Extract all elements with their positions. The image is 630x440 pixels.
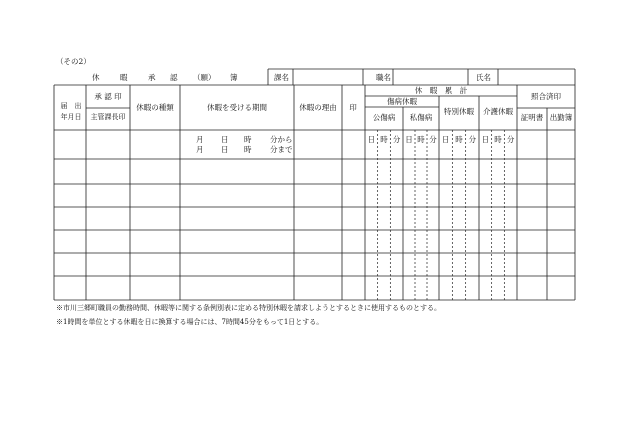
- title-char-6: 簿: [230, 73, 238, 82]
- col-approval-seal: 承 認 印: [94, 92, 122, 101]
- col-private-injury: 私傷病: [409, 113, 433, 122]
- public-unit-label: 時: [380, 135, 388, 144]
- col-seal: 印: [349, 103, 357, 112]
- col-supervisor-seal: 主管課長印: [90, 113, 126, 121]
- care-unit-label: 時: [494, 135, 502, 144]
- col-filing-date: 届 出 年月日: [60, 102, 82, 121]
- title-char-1: 休: [92, 73, 100, 82]
- private-unit-label: 日: [405, 135, 413, 144]
- col-leave-type: 休暇の種類: [136, 103, 174, 112]
- col-sick-leave: 傷病休暇: [387, 97, 417, 106]
- care-unit-label: 日: [481, 135, 490, 144]
- col-leave-period: 休暇を受ける期間: [207, 103, 267, 112]
- dept-label: 課名: [274, 73, 289, 82]
- period-minute-to: 分まで: [270, 145, 293, 154]
- title-char-5: （願）: [193, 73, 216, 82]
- col-leave-total: 休 暇 累 計: [414, 86, 468, 95]
- period-day-to: 日: [221, 145, 229, 154]
- special-unit-label: 日: [441, 135, 450, 144]
- col-certificate: 証明書: [520, 113, 544, 122]
- period-day-from: 日: [221, 135, 229, 144]
- special-unit-label: 時: [455, 135, 463, 144]
- period-hour-from: 時: [244, 135, 252, 144]
- position-label: 職名: [376, 73, 391, 82]
- note-1: ※市川三郷町職員の勤務時間、休暇等に関する条例別表に定める特別休暇を請求しようとするときに使用するものとする。: [56, 304, 441, 312]
- col-care-leave: 介護休暇: [483, 107, 513, 116]
- col-public-injury: 公傷病: [372, 113, 396, 122]
- name-label: 氏名: [476, 73, 491, 82]
- period-month-from: 月: [196, 135, 204, 144]
- private-unit-label: 時: [417, 135, 425, 144]
- period-month-to: 月: [196, 145, 204, 154]
- col-leave-reason: 休暇の理由: [299, 103, 337, 112]
- title-char-4: 認: [170, 73, 178, 82]
- note-2: ※1時間を単位とする休暇を日に換算する場合には、7時間45分をもって1日とする。: [56, 318, 324, 326]
- period-hour-to: 時: [244, 145, 252, 154]
- title-char-2: 暇: [120, 73, 128, 82]
- col-verification: 照合済印: [531, 92, 561, 101]
- title-char-3: 承: [148, 73, 156, 82]
- public-unit-label: 分: [392, 135, 401, 144]
- col-attendance-book: 出勤簿: [549, 113, 573, 122]
- col-special-leave: 特別休暇: [444, 107, 474, 116]
- page-label: （その2）: [56, 57, 91, 66]
- period-minute-from: 分から: [270, 135, 293, 144]
- public-unit-label: 日: [367, 135, 376, 144]
- private-unit-label: 分: [429, 135, 437, 144]
- care-unit-label: 分: [506, 135, 515, 144]
- special-unit-label: 分: [468, 135, 477, 144]
